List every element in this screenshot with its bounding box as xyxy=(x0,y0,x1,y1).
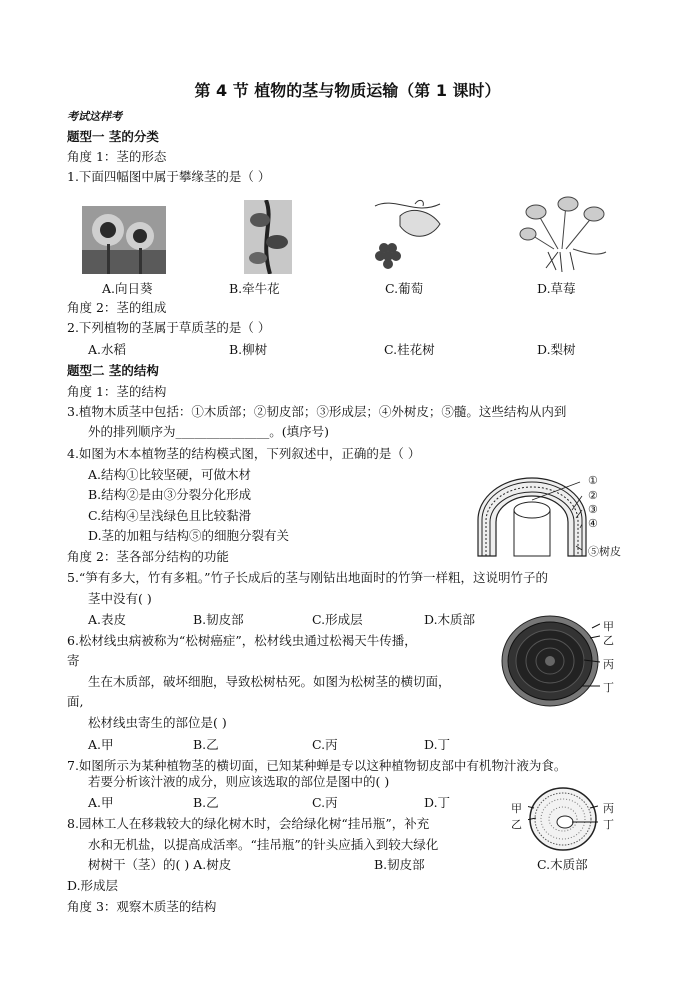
question-4: 4.如图为木本植物茎的结构模式图，下列叙述中，正确的是（ ） xyxy=(67,446,421,461)
sunflower-photo xyxy=(82,206,166,274)
cross-label-yi: 乙 xyxy=(511,818,522,831)
q7-option-b: B.乙 xyxy=(193,795,219,810)
question-6-line5: 松材线虫寄生的部位是( ) xyxy=(88,715,227,730)
question-6-line2: 寄 xyxy=(67,653,80,668)
q6-option-c: C.丙 xyxy=(312,737,338,752)
question-8-line3: 树树干（茎）的( ) A.树皮 xyxy=(88,857,232,872)
q4-option-a: A.结构①比较坚硬，可做木材 xyxy=(88,467,252,482)
question-7-line1: 7.如图所示为某种植物茎的横切面，已知某种蝉是专以这种植物韧皮部中有机物汁液为食。 xyxy=(67,758,567,773)
q7-option-c: C.丙 xyxy=(312,795,338,810)
stem-structure-diagram xyxy=(472,470,592,562)
question-1: 1.下面四幅图中属于攀缘茎的是（ ） xyxy=(67,169,271,184)
q1-option-d: D.草莓 xyxy=(537,281,576,296)
cross-label-ding: 丁 xyxy=(603,818,614,831)
question-5-line1: 5.“笋有多大，竹有多粗。”竹子长成后的茎与刚钻出地面时的竹笋一样粗，这说明竹子的 xyxy=(67,570,548,585)
tree-cross-section xyxy=(528,786,598,852)
stem-label-4: ④ xyxy=(588,517,598,530)
exam-note: 考试这样考 xyxy=(67,110,122,123)
question-6-line1: 6.松材线虫病被称为“松树癌症”，松材线虫通过松褐天牛传播， xyxy=(67,633,417,648)
q1-option-c: C.葡萄 xyxy=(385,281,424,296)
q1-option-b: B.牵牛花 xyxy=(229,281,280,296)
question-3-line2: 外的排列顺序为_______________。(填序号) xyxy=(88,424,330,439)
pine-label-ding: 丁 xyxy=(603,681,614,694)
morning-glory-photo xyxy=(244,200,292,274)
section-heading-type2: 题型二 茎的结构 xyxy=(67,363,159,378)
section-heading-type1: 题型一 茎的分类 xyxy=(67,129,159,144)
q5-option-d: D.木质部 xyxy=(424,612,476,627)
q7-option-a: A.甲 xyxy=(88,795,114,810)
q5-option-c: C.形成层 xyxy=(312,612,363,627)
question-7-line2: 若要分析该汁液的成分，则应该选取的部位是图中的( ) xyxy=(88,774,390,789)
angle-heading: 角度 2：茎的组成 xyxy=(67,300,167,315)
q6-option-b: B.乙 xyxy=(193,737,219,752)
angle-heading: 角度 1：茎的形态 xyxy=(67,149,167,164)
q6-option-d: D.丁 xyxy=(424,737,451,752)
q5-option-b: B.韧皮部 xyxy=(193,612,244,627)
stem-label-5: ⑤树皮 xyxy=(588,545,621,558)
question-3-line1: 3.植物木质茎中包括：①木质部；②韧皮部；③形成层；④外树皮；⑤髓。这些结构从内到 xyxy=(67,404,567,419)
question-6-line4: 面, xyxy=(67,694,84,709)
q7-option-d: D.丁 xyxy=(424,795,451,810)
stem-label-3: ③ xyxy=(588,503,598,516)
pine-label-yi: 乙 xyxy=(603,634,614,647)
pine-label-bing: 丙 xyxy=(603,658,614,671)
q4-option-d: D.茎的加粗与结构⑤的细胞分裂有关 xyxy=(88,528,290,543)
q8-option-b: B.韧皮部 xyxy=(374,857,425,872)
cross-label-bing: 丙 xyxy=(603,802,614,815)
q2-option-c: C.桂花树 xyxy=(384,342,435,357)
question-5-line2: 茎中没有( ) xyxy=(88,591,152,606)
q1-option-a: A.向日葵 xyxy=(102,281,153,296)
q4-option-c: C.结构④呈浅绿色且比较黏滑 xyxy=(88,508,252,523)
q5-option-a: A.表皮 xyxy=(88,612,127,627)
question-8-line1: 8.园林工人在移栽较大的绿化树木时，会给绿化树“挂吊瓶”，补充 xyxy=(67,816,430,831)
q2-option-b: B.柳树 xyxy=(229,342,268,357)
pine-cross-section xyxy=(500,614,600,708)
q6-option-a: A.甲 xyxy=(88,737,114,752)
angle-heading: 角度 3：观察木质茎的结构 xyxy=(67,899,217,914)
q2-option-d: D.梨树 xyxy=(537,342,576,357)
grape-drawing xyxy=(370,196,454,274)
question-2: 2.下列植物的茎属于草质茎的是（ ） xyxy=(67,320,271,335)
strawberry-drawing xyxy=(518,194,608,274)
pine-label-jia: 甲 xyxy=(603,620,614,633)
question-8-line2: 水和无机盐，以提高成活率。“挂吊瓶”的针头应插入到较大绿化 xyxy=(88,837,439,852)
page-title: 第 4 节 植物的茎与物质运输（第 1 课时） xyxy=(194,81,501,100)
q2-option-a: A.水稻 xyxy=(88,342,127,357)
question-6-line3: 生在木质部，破坏细胞，导致松树枯死。如图为松树茎的横切面， xyxy=(88,674,451,689)
q8-option-c: C.木质部 xyxy=(537,857,588,872)
angle-heading: 角度 2：茎各部分结构的功能 xyxy=(67,549,229,564)
stem-label-1: ① xyxy=(588,474,598,487)
cross-label-jia: 甲 xyxy=(511,802,522,815)
q4-option-b: B.结构②是由③分裂分化形成 xyxy=(88,487,252,502)
stem-label-2: ② xyxy=(588,489,598,502)
angle-heading: 角度 1：茎的结构 xyxy=(67,384,167,399)
q8-option-d: D.形成层 xyxy=(67,878,119,893)
